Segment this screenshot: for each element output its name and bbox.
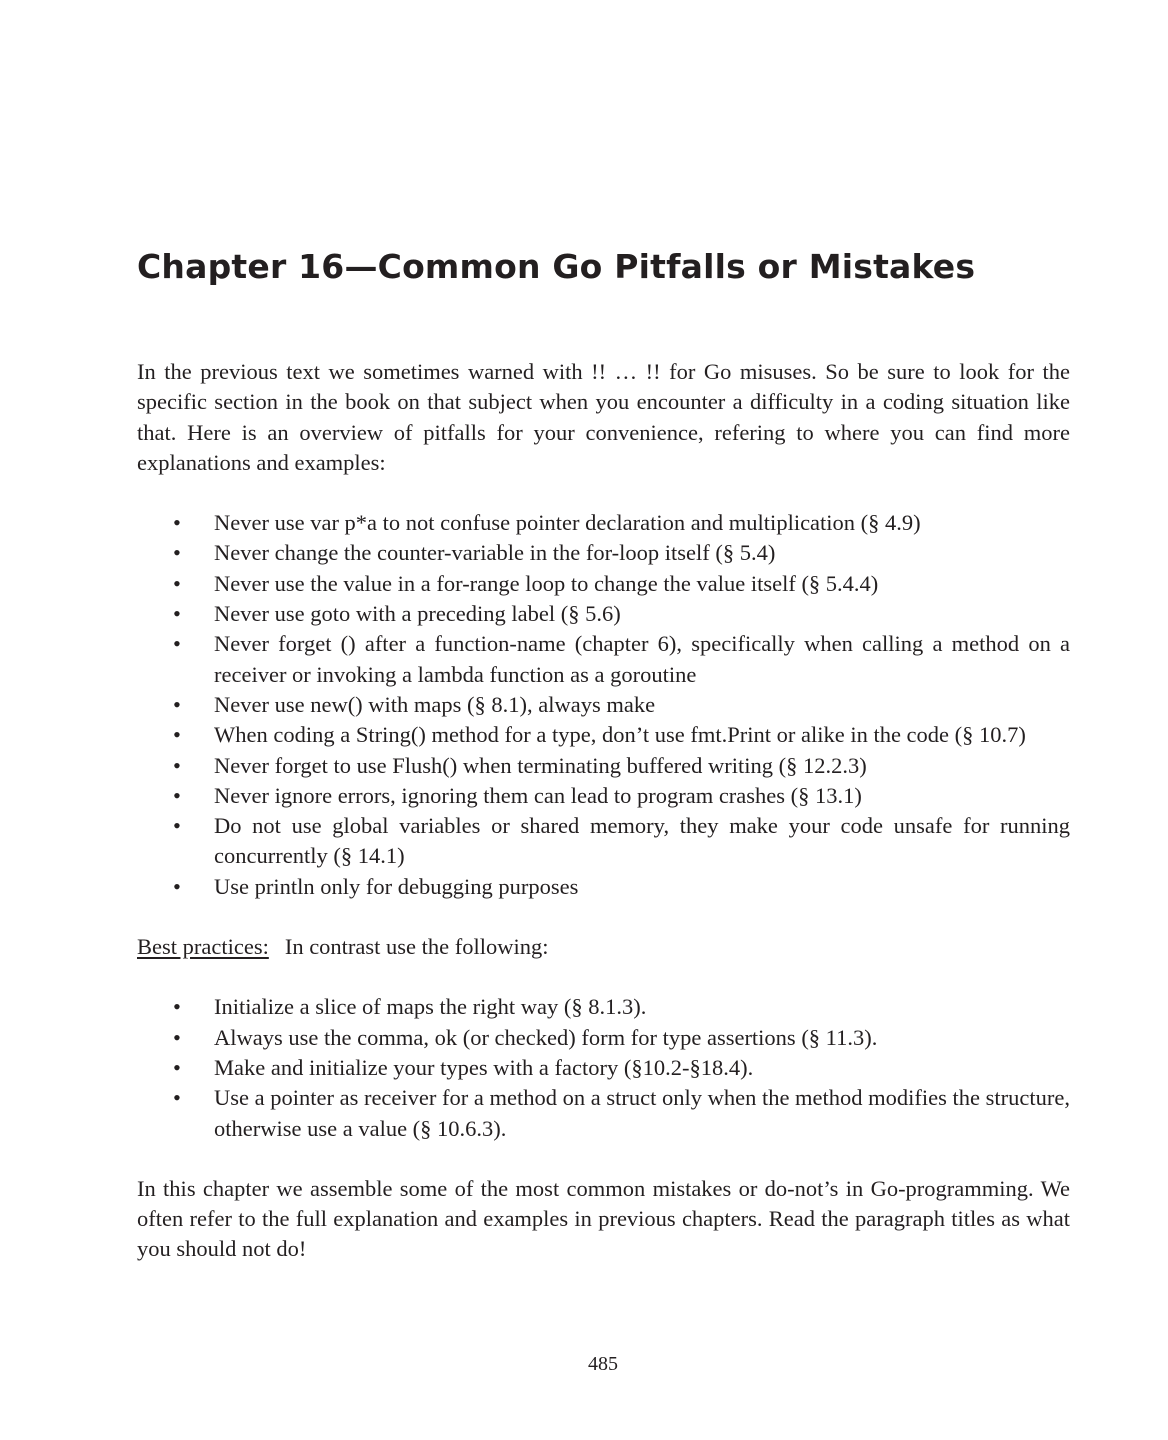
- best-practice-text: Make and initialize your types with a factory (§10.2-§18.4).: [214, 1054, 754, 1080]
- pitfall-text: Never ignore errors, ignoring them can lead to program crashes (§ 13.1): [214, 782, 862, 808]
- pitfall-text: Use println only for debugging purposes: [214, 873, 579, 899]
- pitfall-text: Never forget to use Flush() when terminating buffered writing (§ 12.2.3): [214, 752, 867, 778]
- best-practice-item: [137, 1053, 1070, 1083]
- best-practices-list: [137, 992, 1070, 1143]
- pitfall-item: [137, 872, 1070, 902]
- best-practices-intro: In contrast use the following:: [284, 934, 549, 960]
- bullet-icon: •: [173, 601, 181, 627]
- intro-paragraph: In the previous text we sometimes warned with !! … !! for Go misuses. So be sure to look for the specific section in the book on that subject when you encounter a difficulty in a coding situation like that. Here is an overview of pitfalls for your convenience, refering to where you can find more explanations and examples:: [137, 359, 1070, 475]
- pitfall-item: [137, 751, 1070, 781]
- best-practice-item: [137, 1083, 1070, 1144]
- bullet-icon: •: [173, 691, 181, 717]
- bullet-icon: •: [173, 1085, 181, 1111]
- chapter-title: Chapter 16—Common Go Pitfalls or Mistakes: [137, 247, 976, 286]
- best-practice-item: [137, 992, 1070, 1022]
- pitfall-item: [137, 720, 1070, 750]
- pitfall-text: Never forget () after a function-name (chapter 6), specifically when calling a method on a receiver or invoking a lambda function as a goroutine: [214, 631, 1070, 687]
- pitfall-text: Never use goto with a preceding label (§ 5.6): [214, 601, 621, 627]
- closing-paragraph: In this chapter we assemble some of the most common mistakes or do-not’s in Go-programming. We often refer to the full explanation and examples in previous chapters. Read the paragraph titles as what you should not do!: [137, 1175, 1070, 1262]
- bullet-icon: •: [173, 813, 181, 839]
- bullet-icon: •: [173, 631, 181, 657]
- bullet-icon: •: [173, 1054, 181, 1080]
- pitfall-text: When coding a String() method for a type, don’t use fmt.Print or alike in the code (§ 10.7): [214, 722, 1026, 748]
- bullet-icon: •: [173, 782, 181, 808]
- pitfall-text: Never use new() with maps (§ 8.1), always make: [214, 691, 656, 717]
- bullet-icon: •: [173, 722, 181, 748]
- pitfall-item: [137, 569, 1070, 599]
- bullet-icon: •: [173, 873, 181, 899]
- best-practice-text: Use a pointer as receiver for a method on a struct only when the method modifies the structure, otherwise use a value (§ 10.6.3).: [214, 1085, 1070, 1141]
- pitfall-item: [137, 811, 1070, 872]
- pitfalls-list: [137, 508, 1070, 902]
- bullet-icon: •: [173, 1024, 181, 1050]
- bullet-icon: •: [173, 540, 181, 566]
- pitfall-text: Never use var p*a to not confuse pointer declaration and multiplication (§ 4.9): [214, 510, 921, 536]
- best-practices-label: Best practices:: [137, 934, 269, 960]
- pitfall-item: [137, 599, 1070, 629]
- best-practice-text: Always use the comma, ok (or checked) form for type assertions (§ 11.3).: [214, 1024, 878, 1050]
- pitfall-text: Never use the value in a for-range loop to change the value itself (§ 5.4.4): [214, 570, 879, 596]
- bullet-icon: •: [173, 994, 181, 1020]
- bullet-icon: •: [173, 570, 181, 596]
- best-practice-text: Initialize a slice of maps the right way (§ 8.1.3).: [214, 994, 647, 1020]
- pitfall-text: Never change the counter-variable in the for-loop itself (§ 5.4): [214, 540, 776, 566]
- bullet-icon: •: [173, 752, 181, 778]
- pitfall-item: [137, 508, 1070, 538]
- pitfall-item: [137, 690, 1070, 720]
- page-body: [137, 357, 1070, 1265]
- pitfall-text: Do not use global variables or shared memory, they make your code unsafe for running concurrently (§ 14.1): [214, 813, 1070, 869]
- bullet-icon: •: [173, 510, 181, 536]
- pitfall-item: [137, 781, 1070, 811]
- page-number: 485: [588, 1353, 618, 1375]
- pitfall-item: [137, 538, 1070, 568]
- pitfall-item: [137, 629, 1070, 690]
- best-practice-item: [137, 1023, 1070, 1053]
- best-practices-heading: [137, 932, 1070, 962]
